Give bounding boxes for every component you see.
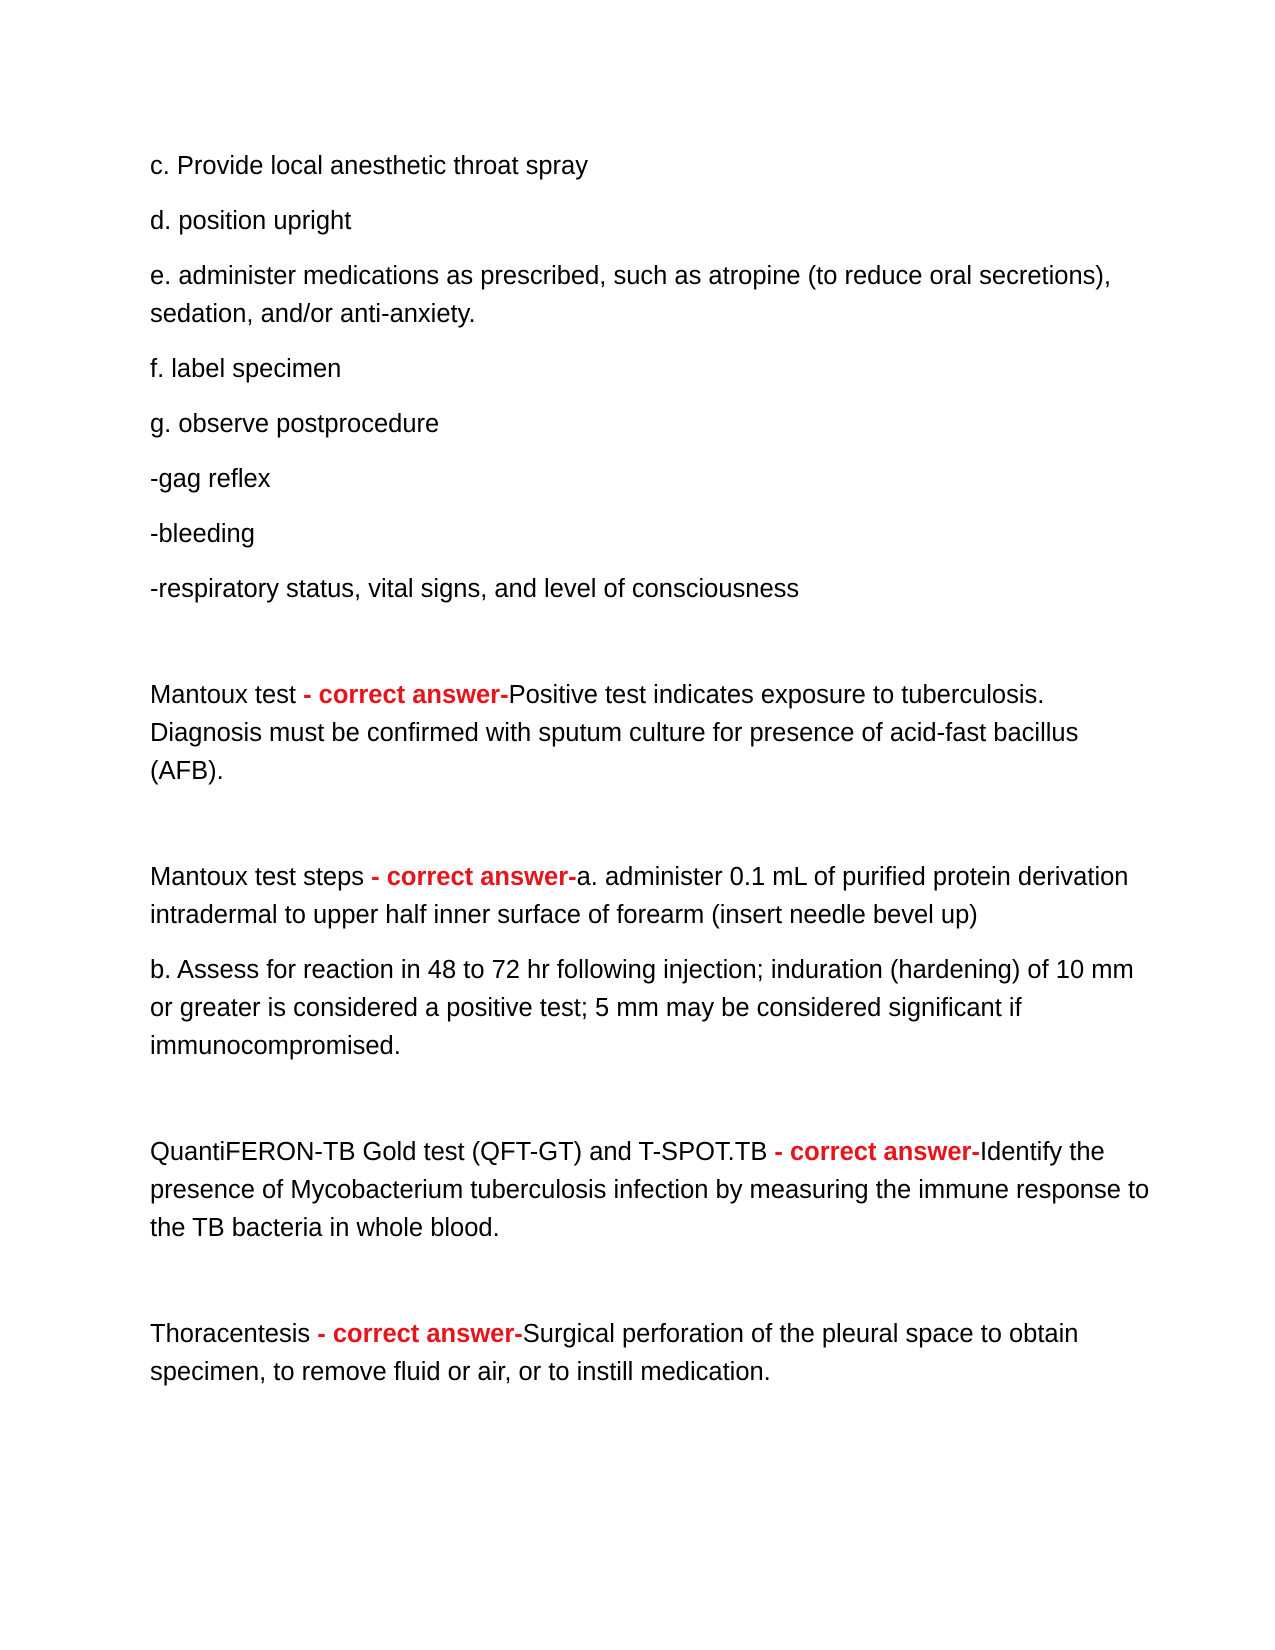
list-item-throat-spray: c. Provide local anesthetic throat spray	[150, 152, 588, 180]
entry-answer: Positive test indicates exposure to tuberculosis. Diagnosis must be confirmed with sputum culture for presence of acid-fast bacillus (AFB).	[150, 681, 1079, 785]
document-page	[150, 147, 1150, 1408]
list-item-label-specimen: f. label specimen	[150, 355, 342, 383]
entry-answer: a. administer 0.1 mL of purified protein derivation intradermal to upper half inner surface of forearm (insert needle bevel up)	[150, 863, 1129, 929]
entry-term: Mantoux test	[150, 681, 296, 709]
list-item-respiratory-status: -respiratory status, vital signs, and level of consciousness	[150, 575, 800, 603]
list-item-gag-reflex: -gag reflex	[150, 465, 271, 493]
list-item-administer-medications: e. administer medications as prescribed, such as atropine (to reduce oral secretions), sedation, and/or anti-anxiety.	[150, 262, 1111, 328]
entry-term: Thoracentesis	[150, 1320, 311, 1348]
entry-term: Mantoux test steps	[150, 863, 365, 891]
entry-thoracentesis	[150, 1315, 1150, 1391]
entry-mantoux-test	[150, 676, 1150, 790]
list-item-position-upright: d. position upright	[150, 207, 352, 235]
entry-term: QuantiFERON-TB Gold test (QFT-GT) and T-SPOT.TB	[150, 1138, 768, 1166]
list-item-observe-postprocedure: g. observe postprocedure	[150, 410, 440, 438]
entry-mantoux-test-steps	[150, 858, 1150, 934]
entry-mantoux-test-steps-b: b. Assess for reaction in 48 to 72 hr following injection; induration (hardening) of 10 mm or greater is considered a positive test; 5 mm may be considered significant if immunocompromised.	[150, 956, 1134, 1060]
entry-quantiferon-test	[150, 1133, 1150, 1247]
correct-answer-marker: - correct answer-	[767, 1138, 980, 1166]
correct-answer-marker: - correct answer-	[364, 863, 577, 891]
correct-answer-marker: - correct answer-	[310, 1320, 523, 1348]
entry-answer: Identify the presence of Mycobacterium tuberculosis infection by measuring the immune response to the TB bacteria in whole blood.	[150, 1138, 1150, 1242]
entry-answer: Surgical perforation of the pleural space to obtain specimen, to remove fluid or air, or to instill medication.	[150, 1320, 1079, 1386]
correct-answer-marker: - correct answer-	[296, 681, 509, 709]
list-item-bleeding: -bleeding	[150, 520, 255, 548]
